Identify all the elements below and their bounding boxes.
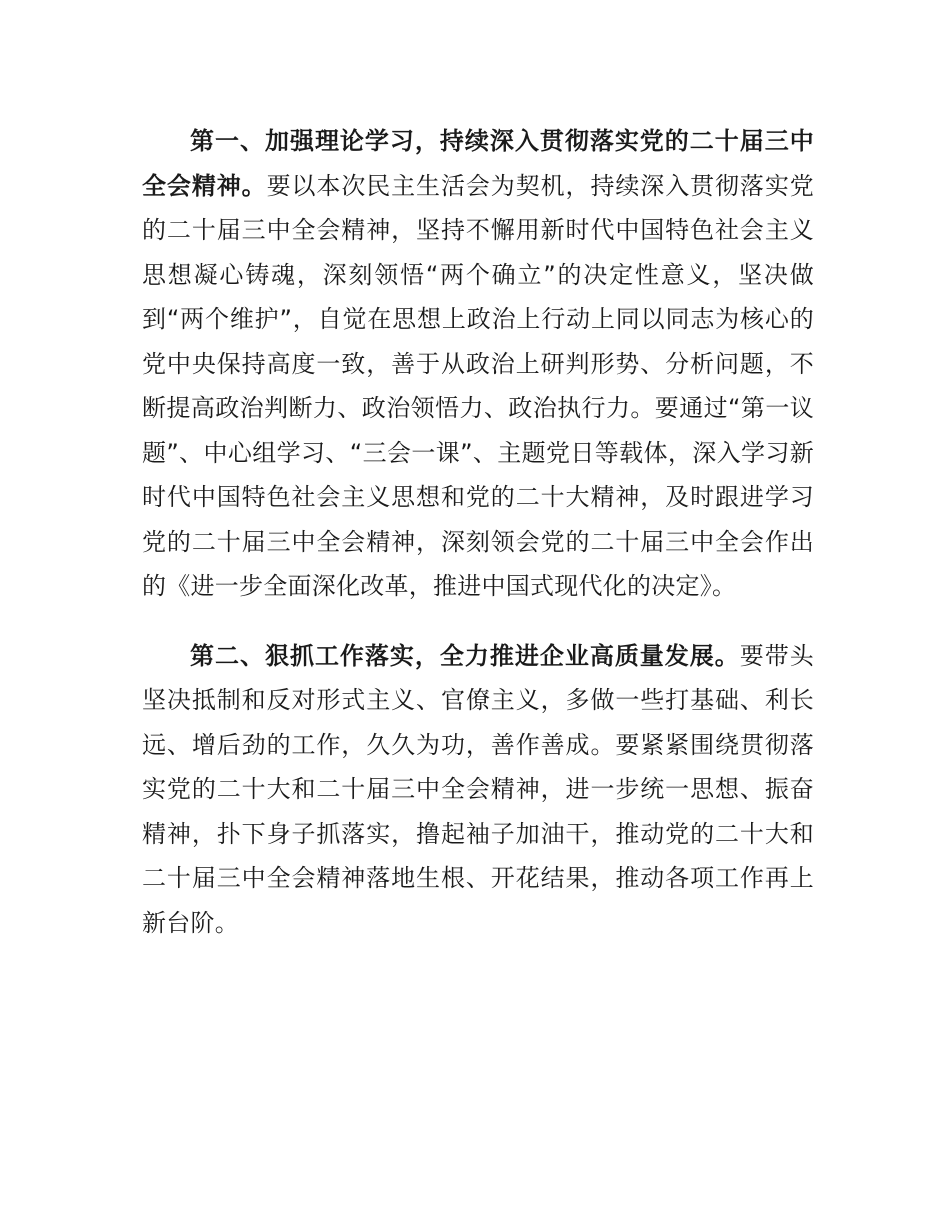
paragraph-heading: 第一、加强理论学习，持续深入贯彻落实党的二十届三中全会精神。 xyxy=(142,127,814,200)
paragraph-text: 要带头坚决抵制和反对形式主义、官僚主义，多做一些打基础、利长远、增后劲的工作，久久为功，善作善成。要紧紧围绕贯彻落实党的二十大和二十届三中全会精神，进一步统一思想、振奋精神，扑下身子抓落实，撸起袖子加油干，推动党的二十大和二十届三中全会精神落地生根、开花结果，推动各项工作再上新台阶。 xyxy=(142,641,815,937)
paragraph-heading: 第二、狠抓工作落实，全力推进企业高质量发展。 xyxy=(190,641,740,670)
paragraph-work-implementation xyxy=(142,634,814,946)
document-body xyxy=(142,119,814,945)
paragraph-text: 要以本次民主生活会为契机，持续深入贯彻落实党的二十届三中全会精神，坚持不懈用新时代中国特色社会主义思想凝心铸魂，深刻领悟“两个确立”的决定性意义，坚决做到“两个维护”，自觉在思想上政治上行动上同以同志为核心的党中央保持高度一致，善于从政治上研判形势、分析问题，不断提高政治判断力、政治领悟力、政治执行力。要通过“第一议题”、中心组学习、“三会一课”、主题党日等载体，深入学习新时代中国特色社会主义思想和党的二十大精神，及时跟进学习党的二十届三中全会精神，深刻领会党的二十届三中全会作出的《进一步全面深化改革，推进中国式现代化的决定》。 xyxy=(142,171,815,600)
paragraph-theory-study xyxy=(142,119,814,609)
